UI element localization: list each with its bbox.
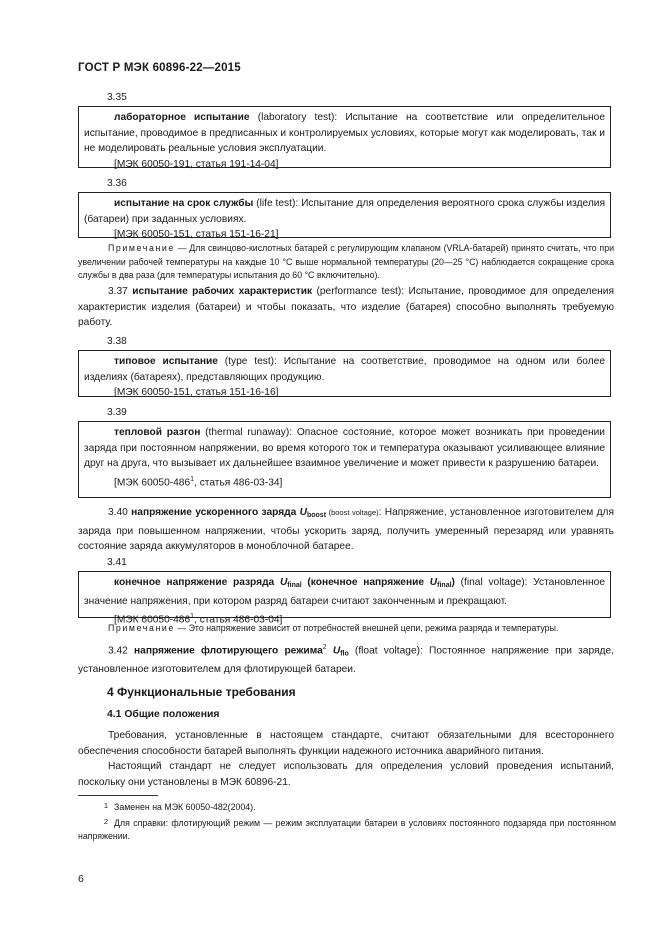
note-label: Примечание bbox=[108, 243, 175, 253]
term-name: напряжение флотирующего режима bbox=[134, 645, 323, 657]
term-name: испытание на срок службы bbox=[114, 198, 254, 209]
term-box-3-38 bbox=[78, 350, 611, 397]
symbol: U bbox=[299, 507, 307, 518]
note-2 bbox=[78, 622, 614, 636]
term-definition: : Напряжение, установленное изготовителем для заряда при повышенном напряжении, чтобы ускорить заряд, получить умеренный перезаряд или уравнять состояние заряда аккумуляторов в моноблочной батарее. bbox=[78, 507, 614, 553]
footnote-separator bbox=[78, 795, 158, 796]
term-number-3-40: 3.40 bbox=[108, 507, 128, 518]
footnote-text: Для справки: флотирующий режим — режим эксплуатации батареи в условиях постоянного подзаряда при постоянном напряжении. bbox=[78, 818, 616, 841]
term-definition: (life test): Испытание для определения вероятного срока службы изделия (батареи) при заданных условиях. bbox=[84, 198, 605, 225]
term-box-3-35 bbox=[78, 106, 611, 168]
term-definition: (final voltage): Установленное значение напряжения, при котором разряд батареи считают законченным и прекращают. bbox=[84, 577, 605, 607]
term-name: типовое испытание bbox=[114, 356, 218, 367]
term-box-3-41: конечное напряжение разряда $U_{final}$ (конечное напряжение $U_{final}$) (final voltage): Установленное значение напряжения, при котором разряд батареи считают законченным и прекращают. [МЭК $60050-486^1$, статья 486-03-04] bbox=[78, 571, 611, 618]
term-definition: (laboratory test): Испытание на соответствие или определительное испытание, проводимое в предписанных и контролируемых условиях, которые могут как моделировать, так и не моделировать реальные условия эксплуатации. bbox=[84, 112, 605, 155]
term-definition: (performance test): Испытание, проводимое для определения характеристик изделия (батареи) и чтобы показать, что изделие (батарея) способно выполнять требуемую работу. bbox=[78, 286, 614, 329]
symbol-subscript: boost bbox=[306, 512, 327, 519]
subsection-heading-4-1: 4.1 Общие положения bbox=[107, 709, 220, 720]
note-text: — Это напряжение зависит от потребностей внешней цепи, режима разряда и температуры. bbox=[174, 623, 559, 633]
term-box-3-39 bbox=[78, 421, 611, 498]
term-number-3-37: 3.37 bbox=[108, 286, 128, 297]
paragraph-1: Требования, установленные в настоящем стандарте, считают обязательными для всестороннего обеспечения способности батарей выполнять функции надежного источника аварийного питания. bbox=[78, 730, 614, 757]
term-number-3-38: 3.38 bbox=[107, 336, 127, 347]
footnote-2 bbox=[78, 815, 616, 843]
section-heading-4: 4 Функциональные требования bbox=[107, 685, 296, 699]
term-number-3-35: 3.35 bbox=[107, 92, 127, 103]
footnote-text: Заменен на МЭК 60050-482(2004). bbox=[114, 802, 256, 812]
term-number-3-42: 3.42 bbox=[108, 645, 128, 657]
term-reference: [МЭК 60050-151, статья 151-16-16] bbox=[114, 387, 279, 399]
term-paragraph-3-40 bbox=[78, 505, 614, 555]
term-definition: (thermal runaway): Опасное состояние, которое может возникать при проведении заряда при постоянном напряжении, во время которого ток и температура оказывают усиливающее влияние друг на друга, что вызывает их дальнейшее взаимное увеличение и может привести к разрушению батареи. bbox=[84, 427, 606, 470]
term-paragraph-3-42 bbox=[78, 640, 614, 678]
paragraph-2: Настоящий стандарт не следует использовать для определения условий проведения испытаний, поскольку они установлены в МЭК 60896-21. bbox=[78, 761, 614, 788]
term-definition: (float voltage): Постоянное напряжение при заряде, установленное изготовителем для флотирующей батареи. bbox=[78, 645, 614, 675]
term-english: (boost voltage) bbox=[326, 508, 379, 517]
term-reference: [МЭК 60050-191, статья 191-14-04] bbox=[114, 158, 279, 170]
term-number-3-36: 3.36 bbox=[107, 178, 127, 189]
term-name: напряжение ускоренного заряда bbox=[131, 507, 300, 518]
footnote-number: 2 bbox=[103, 817, 108, 826]
term-definition: (type test): Испытание на соответствие, проводимое на одном или более изделиях (батареях), представляющих продукцию. bbox=[84, 356, 605, 383]
term-number-3-41: 3.41 bbox=[107, 557, 127, 568]
term-name: лабораторное испытание bbox=[114, 112, 250, 123]
page-number: 6 bbox=[78, 873, 84, 885]
term-number-3-39: 3.39 bbox=[107, 407, 127, 418]
term-reference: [МЭК $60050-486^1$, статья 486-03-34] bbox=[114, 475, 283, 489]
note-text: — Для свинцово-кислотных батарей с регулирующим клапаном (VRLA-батарей) принято считать, что при увеличении рабочей температуры на каждые 10 °С выше нормальной температуры (20—25 °С) наблюдается сокращение срока службы в два раза (для температуры испытания до 60 °С включительно). bbox=[78, 243, 614, 280]
document-header: ГОСТ Р МЭК 60896-22—2015 bbox=[78, 62, 241, 74]
term-name: испытание рабочих характеристик bbox=[132, 286, 313, 297]
note-1 bbox=[78, 242, 614, 283]
term-name: конечное напряжение разряда bbox=[114, 577, 280, 588]
term-reference: [МЭК 60050-151, статья 151-16-21] bbox=[114, 229, 279, 241]
footnote-1 bbox=[78, 799, 616, 814]
term-reference: [МЭК $60050-486^1$, статья 486-03-04] bbox=[114, 613, 283, 626]
footnote-number: 1 bbox=[103, 801, 108, 810]
term-box-3-36 bbox=[78, 192, 611, 241]
footnote-ref: 2 bbox=[322, 644, 327, 651]
symbol: U bbox=[332, 645, 341, 657]
term-paragraph-3-37 bbox=[78, 284, 614, 331]
note-label: Примечание bbox=[108, 623, 175, 633]
term-name: тепловой разгон bbox=[114, 427, 201, 438]
symbol-subscript: flo bbox=[340, 650, 349, 658]
